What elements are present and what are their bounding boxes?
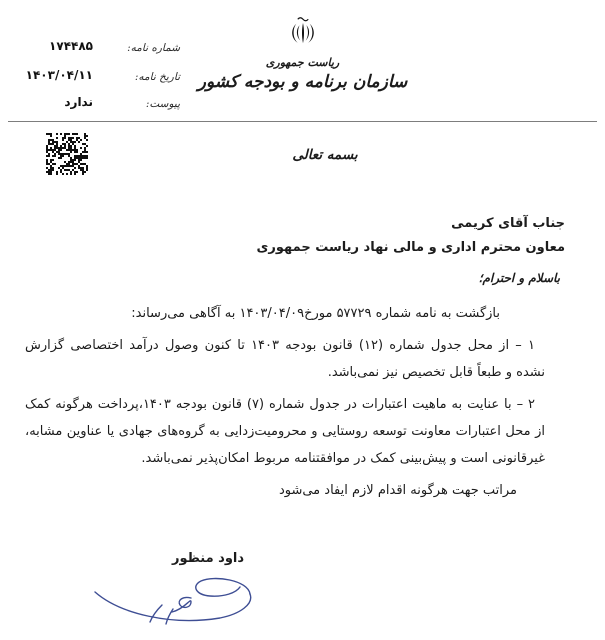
attachment-label: پیوست: xyxy=(145,98,180,110)
qr-code xyxy=(46,133,88,175)
bismillah-text: بسمه تعالی xyxy=(292,147,358,163)
letter-date-value: ۱۴۰۳/۰۴/۱۱ xyxy=(25,68,93,82)
org-subtitle: ریاست جمهوری xyxy=(265,56,340,69)
iran-emblem-icon xyxy=(288,14,318,50)
recipient-title: معاون محترم اداری و مالی نهاد ریاست جمهوری xyxy=(256,240,565,255)
body-intro: بازگشت به نامه شماره ۵۷۷۲۹ مورخ۱۴۰۳/۰۴/۰۹ به آگاهی می‌رساند: xyxy=(131,306,500,321)
header-divider xyxy=(8,121,597,122)
letter-number-label: شماره نامه: xyxy=(127,42,180,54)
body-item-2: ۲ – با عنایت به ماهیت اعتبارات در جدول شماره (۷) قانون بودجه ۱۴۰۳،پرداخت هرگونه کمک از محل اعتبارات معاونت توسعه روستایی و محرومیت‌زدایی به گروه‌های جهادی یا عناوین مشابه، غیرقانونی است و پیش‌بینی کمک در موافقتنامه مربوط امکان‌پذیر نمی‌باشد. xyxy=(25,397,545,466)
letter-date-label: تاریخ نامه: xyxy=(134,71,180,83)
org-title: سازمان برنامه و بودجه کشور xyxy=(197,72,408,92)
recipient-block xyxy=(256,212,565,260)
body-closing: مراتب جهت هرگونه اقدام لازم ایفاد می‌شود xyxy=(278,483,517,498)
signature-scribble-icon xyxy=(92,572,262,632)
letter-number-value: ۱۷۴۴۸۵ xyxy=(49,39,93,53)
body-item-1: ۱ – از محل جدول شماره (۱۲) قانون بودجه ۱۴۰۳ تا کنون وصول درآمد اختصاصی گزارش نشده و طبعاً قابل تخصیص نیز نمی‌باشد. xyxy=(25,338,545,380)
signer-name: داود منظور xyxy=(171,551,245,566)
recipient-name: جناب آقای کریمی xyxy=(451,216,565,231)
letter-body xyxy=(25,300,545,509)
salutation-text: باسلام و احترام؛ xyxy=(478,271,560,285)
attachment-value: ندارد xyxy=(64,95,93,109)
org-header xyxy=(183,14,423,92)
